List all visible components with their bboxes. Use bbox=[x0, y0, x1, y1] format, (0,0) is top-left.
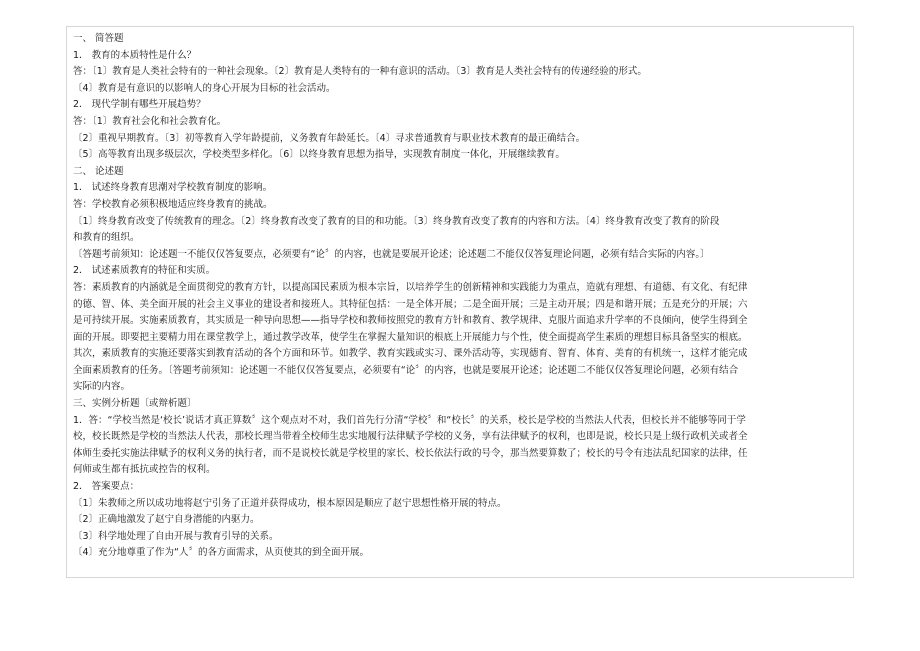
answer-line: 面的开展。即要把主要精力用在课堂教学上，通过教学改革，使学生在掌握大量知识的根底上开展能力与个性，使全面提高学生素质的理想目标具备坚实的根底。 bbox=[73, 331, 748, 343]
question-1: 1． 试述终身教育思潮对学校教育制度的影响。 bbox=[73, 182, 273, 194]
answer-line: 1．答：“学校当然是‘校长’说话才真正算数〞这个观点对不对，我们首先行分清“学校〞和“校长〞的关系，校长是学校的当然法人代表，但校长并不能够等同于学 bbox=[73, 414, 746, 426]
question-2: 2． 答案要点： bbox=[73, 481, 140, 493]
answer-line: 的德、智、体、美全面开展的社会主义事业的建设者和接班人。其特征包括：一是全体开展；二是全面开展；三是主动开展；四是和谐开展；五是充分的开展；六 bbox=[73, 298, 748, 310]
answer-line: 〔4〕教育是有意识的以影响人的身心开展为目标的社会活动。 bbox=[73, 82, 336, 94]
answer-line: 其次，素质教育的实施还要落实到教育活动的各个方面和环节。如教学、教育实践或实习、课外活动等，实现德育、智育、体育、美育的有机统一，这样才能完成 bbox=[73, 348, 748, 360]
answer-line: 〔1〕朱教师之所以成功地将赵宁引务了正道并获得成功，根本原因是顺应了赵宁思想性格开展的特点。 bbox=[73, 497, 507, 509]
answer-line: 〔2〕重视早期教育。〔3〕初等教育入学年龄提前，义务教育年龄延长。〔4〕寻求普通教育与职业技术教育的最正确结合。 bbox=[73, 132, 586, 144]
document-page bbox=[66, 26, 854, 578]
answer-line: 实际的内容。 bbox=[73, 381, 131, 393]
answer-line: 答：〔1〕教育是人类社会特有的一种社会现象。〔2〕教育是人类特有的一种有意识的活动。〔3〕教育是人类社会特有的传递经验的形式。 bbox=[73, 66, 647, 78]
question-1: 1． 教育的本质特性是什么？ bbox=[73, 49, 197, 61]
answer-line: 答：素质教育的内涵就是全面贯彻党的教育方针，以提高国民素质为根本宗旨，以培养学生的创新精神和实践能力为重点，造就有理想、有道德、有文化、有纪律 bbox=[73, 281, 748, 293]
answer-line: 校，校长既然是学校的当然法人代表，那校长理当带着全校师生忠实地履行法律赋予学校的义务，享有法律赋予的权利，也即是说，校长只是上级行政机关或者全 bbox=[73, 431, 748, 443]
answer-line: 〔3〕科学地处理了自由开展与教育引导的关系。 bbox=[73, 530, 279, 542]
answer-line: 〔1〕终身教育改变了传统教育的理念。〔2〕终身教育改变了教育的目的和功能。〔3〕终身教育改变了教育的内容和方法。〔4〕终身教育改变了教育的阶段 bbox=[73, 215, 720, 227]
answer-line: 体师生委托实施法律赋予的权利义务的执行者，而不是说校长就是学校里的家长、校长依法行政的号令，那当然要算数了；校长的号令有违法乱纪国家的法律，任 bbox=[73, 447, 748, 459]
answer-note: 〔答题考前须知：论述题一不能仅仅答复要点，必须要有“论〞的内容，也就是要展开论述；论述题二不能仅仅答复理论问题，必须有结合实际的内容。〕 bbox=[73, 248, 710, 260]
answer-line: 〔2〕正确地激发了赵宁自身潜能的内驱力。 bbox=[73, 514, 260, 526]
answer-line: 是可持续开展。实施素质教育，其实质是一种导向思想——指导学校和教师按照党的教育方针和教育、教学规律、克服片面追求升学率的不良倾向，使学生得到全 bbox=[73, 315, 748, 327]
answer-line: 和教育的组织。 bbox=[73, 232, 140, 244]
section-heading-1: 一、 简答题 bbox=[73, 33, 124, 44]
answer-line: 答：〔1〕教育社会化和社会教育化。 bbox=[73, 115, 227, 127]
section-heading-2: 二、 论述题 bbox=[73, 165, 124, 177]
answer-line: 全面素质教育的任务。〔答题考前须知：论述题一不能仅仅答复要点，必须要有“论〞的内容，也就是要展开论述；论述题二不能仅仅答复理论问题，必须有结合 bbox=[73, 364, 739, 376]
answer-line: 〔4〕充分地尊重了作为“人〞的各方面需求，从页使其的到全面开展。 bbox=[73, 547, 369, 559]
question-2: 2． 现代学制有哪些开展趋势？ bbox=[73, 99, 206, 111]
section-heading-3: 三、实例分析题〔或辩析题〕 bbox=[73, 398, 197, 410]
answer-line: 答：学校教育必须积极地适应终身教育的挑战。 bbox=[73, 198, 273, 210]
question-2: 2． 试述素质教育的特征和实质。 bbox=[73, 265, 216, 277]
answer-line: 〔5〕高等教育出现多级层次，学校类型多样化。〔6〕以终身教育思想为指导，实现教育制度一体化，开展继续教育。 bbox=[73, 149, 565, 161]
answer-line: 何师或生都有抵抗或控告的权利。 bbox=[73, 464, 216, 476]
